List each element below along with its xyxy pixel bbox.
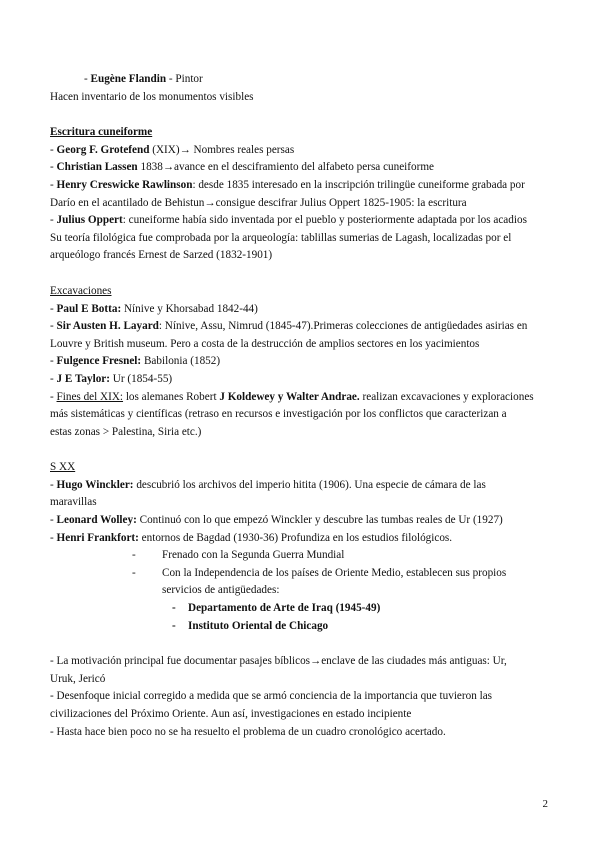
frankfort-name: Henri Frankfort: xyxy=(56,531,139,544)
dash: - xyxy=(50,355,57,368)
xix-label: Fines del XIX: xyxy=(56,390,124,403)
sub-item-independence-cont: servicios de antigüedades: xyxy=(162,584,280,597)
lassen-item xyxy=(50,159,550,177)
conclusion-item-1-cont: Uruk, Jericó xyxy=(50,672,106,685)
dash: - xyxy=(50,390,57,403)
wolley-text: Continuó con lo que empezó Winckler y descubre las tumbas reales de Ur (1927) xyxy=(136,514,503,527)
theory-line-cont: arqueólogo francés Ernest de Sarzed (1832-1901) xyxy=(50,249,273,262)
dash: - xyxy=(50,320,57,333)
taylor-text: Ur (1854-55) xyxy=(110,372,173,385)
sxx-heading: S XX xyxy=(50,461,76,474)
layard-name: Sir Austen H. Layard xyxy=(56,320,159,333)
oppert-item xyxy=(50,212,550,230)
xix-item xyxy=(50,389,550,407)
dash: - xyxy=(50,372,57,385)
grotefend-text: (XIX)→ Nombres reales persas xyxy=(149,143,295,156)
dash: - xyxy=(172,619,176,632)
fresnel-name: Fulgence Fresnel: xyxy=(56,355,142,368)
dash: - xyxy=(50,302,57,315)
winckler-name: Hugo Winckler: xyxy=(56,478,134,491)
oppert-name: Julius Oppert xyxy=(56,214,123,227)
botta-item xyxy=(50,301,550,319)
flandin-line xyxy=(50,71,550,89)
conclusion-item-3: - Hasta hace bien poco no se ha resuelto el problema de un cuadro cronológico acertado. xyxy=(50,725,446,738)
dash: - xyxy=(50,178,57,191)
sub-item-text: Frenado con la Segunda Guerra Mundial xyxy=(162,549,345,562)
winckler-item-cont: maravillas xyxy=(50,496,97,509)
xix-item-cont-2: estas zonas > Palestina, Siria etc.) xyxy=(50,425,202,438)
layard-item xyxy=(50,318,550,336)
layard-item-cont: Louvre y British museum. Pero a costa de la destrucción de amplios sectores en los yacimientos xyxy=(50,337,480,350)
dash: - xyxy=(132,549,136,562)
subsub-item-iraq xyxy=(50,600,550,618)
dash: - xyxy=(50,531,57,544)
grotefend-item xyxy=(50,142,550,160)
page-content xyxy=(50,71,550,741)
sub-item-war xyxy=(50,547,550,565)
subsub-item-text: Instituto Oriental de Chicago xyxy=(188,619,329,632)
subsub-item-chicago xyxy=(50,618,550,636)
winckler-item xyxy=(50,477,550,495)
sub-item-text: Con la Independencia de los países de Oriente Medio, establecen sus propios xyxy=(162,566,507,579)
sub-item-independence xyxy=(50,565,550,583)
excavations-heading: Excavaciones xyxy=(50,284,112,297)
wolley-name: Leonard Wolley: xyxy=(56,514,137,527)
dash: - xyxy=(50,214,57,227)
xix-text: los alemanes Robert xyxy=(123,390,220,403)
subsub-item-text: Departamento de Arte de Iraq (1945-49) xyxy=(188,602,381,615)
botta-text: Nínive y Khorsabad 1842-44) xyxy=(121,302,258,315)
flandin-name: Eugène Flandin xyxy=(90,73,167,85)
winckler-text: descubrió los archivos del imperio hitita (1906). Una especie de cámara de las xyxy=(133,478,486,491)
rawlinson-item xyxy=(50,177,550,195)
lassen-name: Christian Lassen xyxy=(56,161,138,174)
dash: - xyxy=(132,566,136,579)
taylor-item xyxy=(50,371,550,389)
rawlinson-name: Henry Creswicke Rawlinson xyxy=(56,178,193,191)
wolley-item xyxy=(50,512,550,530)
flandin-role: - Pintor xyxy=(166,73,203,85)
layard-text: : Nínive, Assu, Nimrud (1845-47).Primeras colecciones de antigüedades asirias en xyxy=(158,320,528,333)
theory-line: Su teoría filológica fue comprobada por la arqueología: tablillas sumerias de Lagash, localizadas por el xyxy=(50,231,512,244)
taylor-name: J E Taylor: xyxy=(56,372,110,385)
xix-item-cont: más sistemáticas y científicas (retraso en recursos e investigación por los conflictos que caracterizan a xyxy=(50,408,507,421)
oppert-text: : cuneiforme había sido inventada por el pueblo y posteriormente adaptada por los acadios xyxy=(122,214,527,227)
rawlinson-text: : desde 1835 interesado en la inscripción trilingüe cuneiforme grabada por xyxy=(192,178,525,191)
grotefend-name: Georg F. Grotefend xyxy=(56,143,150,156)
frankfort-item xyxy=(50,530,550,548)
conclusion-item-1: - La motivación principal fue documentar pasajes bíblicos→enclave de las ciudades más antiguas: Ur, xyxy=(50,655,507,668)
xix-text-2: realizan excavaciones y exploraciones xyxy=(359,390,534,403)
frankfort-text: entornos de Bagdad (1930-36) Profundiza en los estudios filológicos. xyxy=(138,531,453,544)
dash: - xyxy=(84,73,91,85)
cuneiform-heading: Escritura cuneiforme xyxy=(50,126,153,139)
page-number: 2 xyxy=(542,798,548,810)
fresnel-item xyxy=(50,353,550,371)
botta-name: Paul E Botta: xyxy=(56,302,122,315)
inventory-line: Hacen inventario de los monumentos visibles xyxy=(50,90,254,103)
dash: - xyxy=(50,161,57,174)
lassen-text: 1838→avance en el desciframiento del alfabeto persa cuneiforme xyxy=(137,161,435,174)
dash: - xyxy=(50,478,57,491)
fresnel-text: Babilonia (1852) xyxy=(141,355,221,368)
rawlinson-item-cont: Darío en el acantilado de Behistun→consigue descifrar Julius Oppert 1825-1905: la escritura xyxy=(50,196,467,209)
dash: - xyxy=(50,514,57,527)
dash: - xyxy=(172,602,176,615)
conclusion-item-2-cont: civilizaciones del Próximo Oriente. Aun así, investigaciones en estado incipiente xyxy=(50,708,412,720)
dash: - xyxy=(50,143,57,156)
conclusion-item-2: - Desenfoque inicial corregido a medida que se armó conciencia de la importancia que tuvieron las xyxy=(50,690,493,703)
xix-names: J Koldewey y Walter Andrae. xyxy=(219,390,360,403)
